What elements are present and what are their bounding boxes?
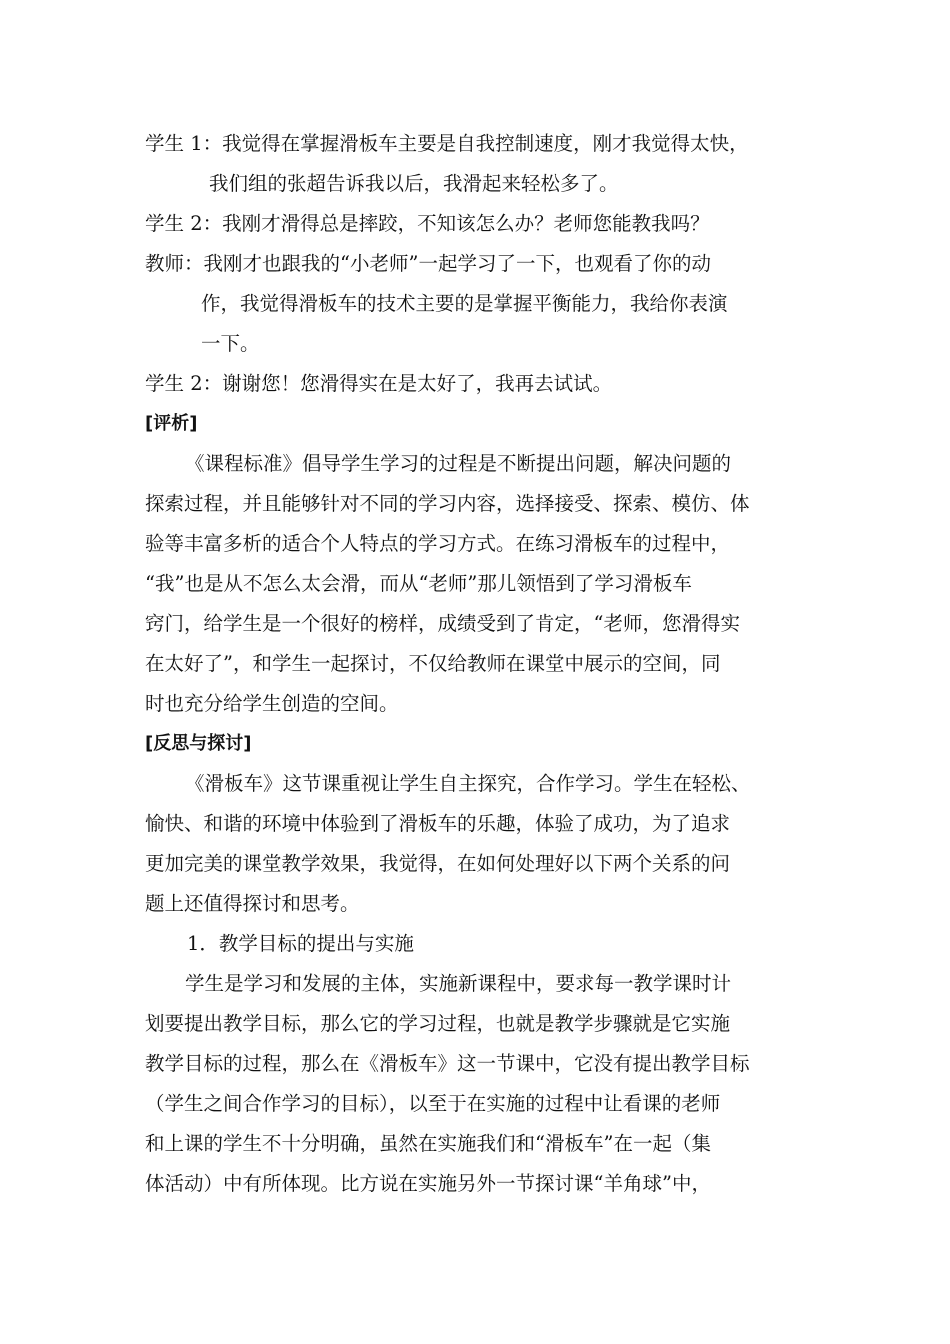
numbered-item-1: 1．教学目标的提出与实施 [187, 932, 414, 955]
dialogue-student1 [145, 124, 810, 204]
paragraph-line: 时也充分给学生创造的空间。 [145, 692, 399, 715]
paragraph-line: 教学目标的过程，那么在《滑板车》这一节课中，它没有提出教学目标 [145, 1052, 750, 1075]
reflection-paragraph-2 [145, 964, 810, 1204]
section-heading-reflection: [反思与探讨] [145, 733, 252, 754]
paragraph-line: 探索过程，并且能够针对不同的学习内容，选择接受、探索、模仿、体 [145, 492, 750, 515]
dialogue-line: 教师：我刚才也跟我的“小老师”一起学习了一下，也观看了你的动 [145, 252, 711, 275]
paragraph-line: 《滑板车》这节课重视让学生自主探究，合作学习。学生在轻松、 [185, 772, 751, 795]
dialogue-student2-thanks [145, 364, 810, 404]
paragraph-line: 和上课的学生不十分明确，虽然在实施我们和“滑板车”在一起（集 [145, 1132, 711, 1155]
dialogue-line: 一下。 [201, 332, 260, 355]
review-paragraph [145, 444, 810, 724]
dialogue-student2-question [145, 204, 810, 244]
dialogue-line: 学生 2：我刚才滑得总是摔跤，不知该怎么办？老师您能教我吗？ [145, 212, 710, 235]
paragraph-line: “我”也是从不怎么太会滑，而从“老师”那儿领悟到了学习滑板车 [145, 572, 692, 595]
paragraph-line: 体活动）中有所体现。比方说在实施另外一节探讨课“羊角球”中， [145, 1172, 711, 1195]
dialogue-teacher [145, 244, 810, 364]
dialogue-line: 学生 2：谢谢您！您滑得实在是太好了，我再去试试。 [145, 372, 613, 395]
paragraph-line: 验等丰富多析的适合个人特点的学习方式。在练习滑板车的过程中， [145, 532, 731, 555]
paragraph-line: 学生是学习和发展的主体，实施新课程中，要求每一教学课时计 [185, 972, 732, 995]
paragraph-line: 窍门，给学生是一个很好的榜样，成绩受到了肯定，“老师，您滑得实 [145, 612, 740, 635]
paragraph-line: 愉快、和谐的环境中体验到了滑板车的乐趣，体验了成功，为了追求 [145, 812, 731, 835]
paragraph-line: 题上还值得探讨和思考。 [145, 892, 360, 915]
dialogue-line: 作，我觉得滑板车的技术主要的是掌握平衡能力，我给你表演 [201, 292, 728, 315]
paragraph-line: 《课程标准》倡导学生学习的过程是不断提出问题，解决问题的 [185, 452, 732, 475]
paragraph-line: 划要提出教学目标，那么它的学习过程，也就是教学步骤就是它实施 [145, 1012, 731, 1035]
paragraph-line: （学生之间合作学习的目标），以至于在实施的过程中让看课的老师 [145, 1092, 721, 1115]
paragraph-line: 更加完美的课堂教学效果，我觉得，在如何处理好以下两个关系的问 [145, 852, 731, 875]
paragraph-line: 在太好了”，和学生一起探讨，不仅给教师在课堂中展示的空间，同 [145, 652, 721, 675]
section-heading-review: [评析] [145, 413, 198, 434]
document-page [145, 124, 810, 1204]
reflection-paragraph-1 [145, 764, 810, 924]
dialogue-line: 学生 1：我觉得在掌握滑板车主要是自我控制速度，刚才我觉得太快， [145, 132, 749, 155]
dialogue-line: 我们组的张超告诉我以后，我滑起来轻松多了。 [209, 172, 619, 195]
